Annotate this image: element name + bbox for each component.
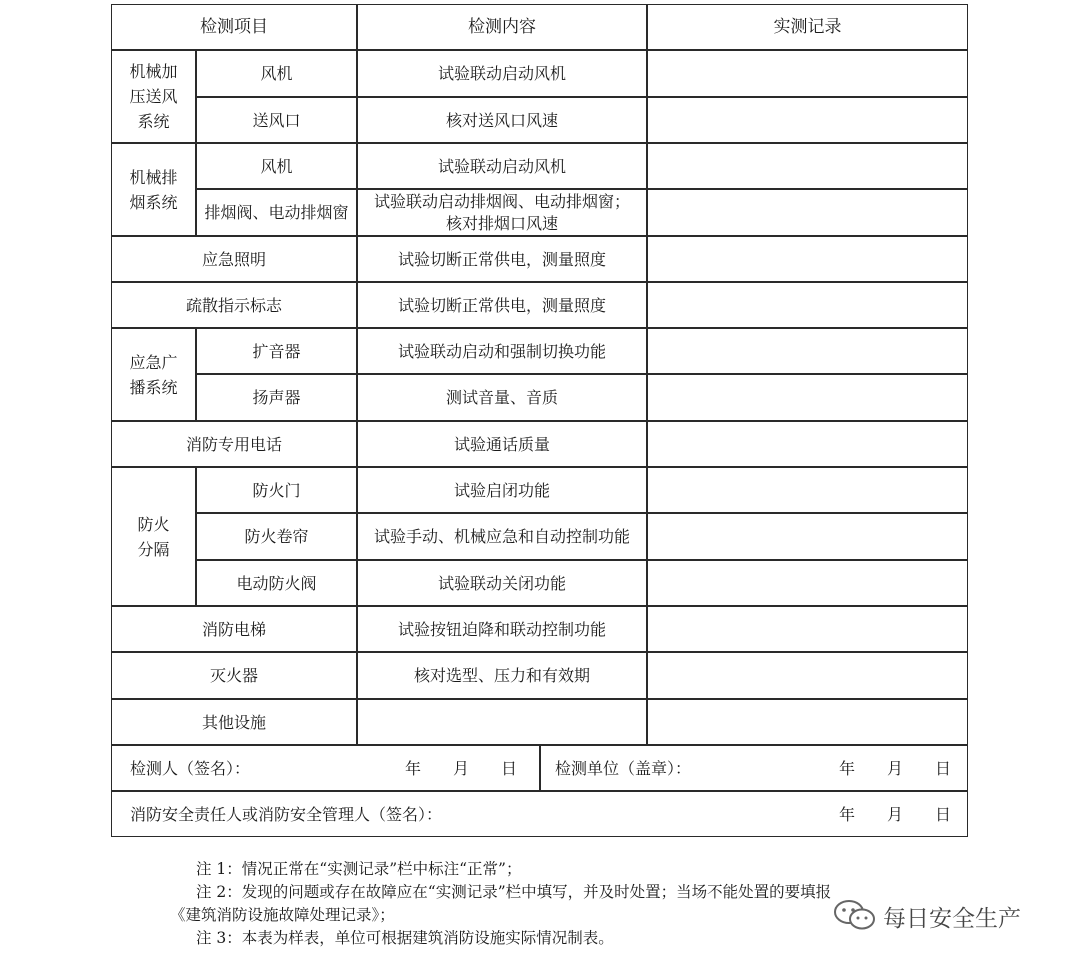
group-fire_sep: [111, 467, 196, 606]
group-label: [129, 350, 177, 400]
row-record: [647, 699, 968, 745]
group-label-line: 应急广: [129, 352, 178, 372]
row-item: 风机: [196, 50, 357, 97]
row-record: [647, 97, 968, 143]
row-record: [647, 282, 968, 328]
unit-date: 年 月 日: [838, 758, 951, 778]
group-broadcast: [111, 328, 196, 421]
header-content: 检测内容: [357, 4, 647, 50]
row-item: 疏散指示标志: [111, 282, 357, 328]
row-item: 灭火器: [111, 652, 357, 699]
row-content: [357, 699, 647, 745]
group-label-line: 机械加: [129, 62, 178, 81]
row-item: 电动防火阀: [196, 560, 357, 606]
row-content: 试验切断正常供电，测量照度: [357, 236, 647, 282]
group-label: [129, 165, 177, 215]
row-item: 消防专用电话: [111, 421, 357, 467]
row-content: 试验联动启动风机: [357, 143, 647, 189]
note-2: 注 2：发现的问题或存在故障应在“实测记录”栏中填写，并及时处置；当场不能处置的要填报: [196, 883, 832, 901]
row-item: 防火门: [196, 467, 357, 513]
unit-label: 检测单位（盖章）：: [555, 758, 692, 778]
row-content: 试验手动、机械应急和自动控制功能: [357, 513, 647, 560]
wechat-icon: [833, 898, 877, 934]
row-content: 核对选型、压力和有效期: [357, 652, 647, 699]
inspection-form: [111, 4, 968, 838]
row-record: [647, 374, 968, 421]
row-content: 试验联动关闭功能: [357, 560, 647, 606]
row-content: 核对送风口风速: [357, 97, 647, 143]
group-label-line: 播系统: [129, 377, 178, 397]
group-label: [129, 59, 177, 134]
group-label-line: 压送风: [129, 87, 178, 106]
row-record: [647, 421, 968, 467]
inspector-label: 检测人（签名）：: [130, 758, 251, 778]
note-2-continued: 《建筑消防设施故障处理记录》；: [170, 906, 395, 924]
row-item: 扬声器: [196, 374, 357, 421]
row-item: 其他设施: [111, 699, 357, 745]
row-content: 试验启闭功能: [357, 467, 647, 513]
row-item: 扩音器: [196, 328, 357, 374]
row-content: 测试音量、音质: [357, 374, 647, 421]
inspector-date: 年 月 日: [404, 758, 517, 778]
group-mech_supply: [111, 50, 196, 143]
manager-label: 消防安全责任人或消防安全管理人（签名）：: [130, 804, 443, 824]
row-record: [647, 143, 968, 189]
row-record: [647, 50, 968, 97]
header-record: 实测记录: [647, 4, 968, 50]
row-record: [647, 560, 968, 606]
group-label-line: 防火: [137, 514, 170, 534]
row-item: 应急照明: [111, 236, 357, 282]
unit-seal: [540, 745, 968, 791]
row-record: [647, 652, 968, 699]
group-label-line: 机械排: [129, 167, 178, 187]
row-record: [647, 189, 968, 236]
row-item: 消防电梯: [111, 606, 357, 652]
row-content: 试验联动启动排烟阀、电动排烟窗；核对排烟口风速: [357, 189, 647, 236]
watermark-text: 每日安全生产: [883, 905, 1021, 932]
group-label-line: 分隔: [137, 539, 170, 559]
row-content: 试验切断正常供电，测量照度: [357, 282, 647, 328]
group-label-line: 烟系统: [129, 192, 178, 212]
group-label-line: 系统: [137, 112, 170, 131]
manager-signature: [111, 791, 968, 837]
note-3: 注 3：本表为样表，单位可根据建筑消防设施实际情况制表。: [196, 929, 614, 947]
row-content: 试验按钮迫降和联动控制功能: [357, 606, 647, 652]
row-content: 试验联动启动和强制切换功能: [357, 328, 647, 374]
row-record: [647, 236, 968, 282]
header-item: 检测项目: [111, 4, 357, 50]
note-1: 注 1：情况正常在“实测记录”栏中标注“正常”；: [196, 860, 522, 878]
row-record: [647, 606, 968, 652]
inspector-signature: [111, 745, 540, 791]
row-item: 排烟阀、电动排烟窗: [196, 189, 357, 236]
row-record: [647, 467, 968, 513]
manager-date: 年 月 日: [838, 804, 951, 824]
row-content: 试验联动启动风机: [357, 50, 647, 97]
watermark: [833, 898, 1021, 934]
row-record: [647, 513, 968, 560]
row-item: 防火卷帘: [196, 513, 357, 560]
row-record: [647, 328, 968, 374]
row-item: 风机: [196, 143, 357, 189]
group-mech_smoke: [111, 143, 196, 236]
row-item: 送风口: [196, 97, 357, 143]
group-label: [137, 512, 169, 562]
row-content: 试验通话质量: [357, 421, 647, 467]
